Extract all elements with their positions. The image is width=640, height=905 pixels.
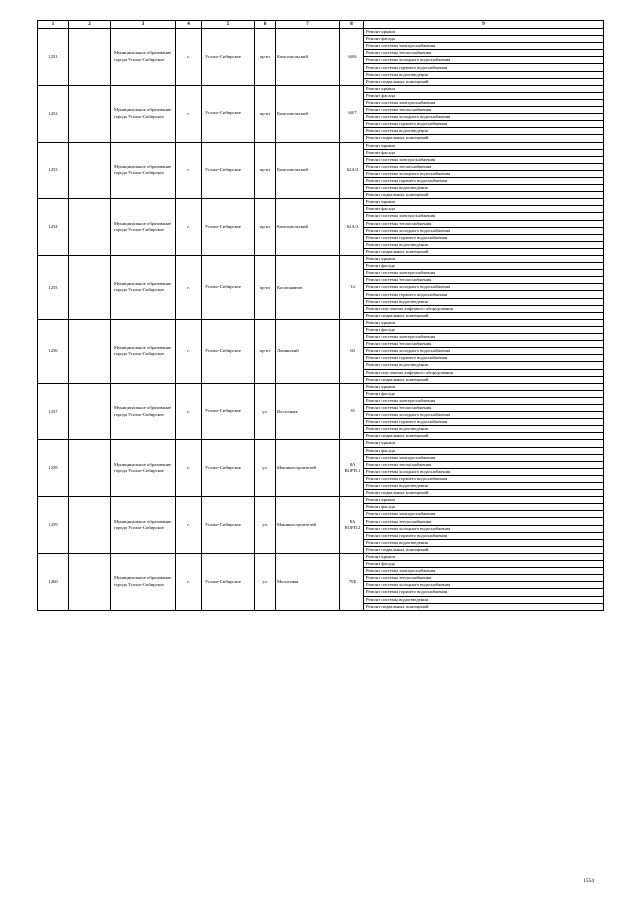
street-name-cell: Космонавтов xyxy=(276,256,340,320)
repair-work-item: Ремонт системы электроснабжения xyxy=(364,213,604,220)
table-row xyxy=(38,383,604,390)
repair-work-item: Ремонт фасада xyxy=(364,447,604,454)
repair-work-item: Ремонт или замена лифтового оборудования xyxy=(364,369,604,376)
repair-work-item: Ремонт подвальных помещений xyxy=(364,603,604,610)
municipality-cell: Муниципальное образование города Усолье-Сибирское xyxy=(111,29,176,86)
table-body xyxy=(38,29,604,611)
repair-work-item: Ремонт системы электроснабжения xyxy=(364,568,604,575)
city-cell: Усолье-Сибирское xyxy=(202,383,255,440)
table-row xyxy=(38,319,604,326)
repair-work-item: Ремонт системы электроснабжения xyxy=(364,397,604,404)
repair-work-item: Ремонт системы холодного водоснабжения xyxy=(364,468,604,475)
repair-work-item: Ремонт подвальных помещений xyxy=(364,376,604,383)
municipality-cell: Муниципальное образование города Усолье-Сибирское xyxy=(111,199,176,256)
street-type-cell: пр-кт xyxy=(255,29,276,86)
empty-cell xyxy=(69,199,111,256)
repair-work-item: Ремонт подвальных помещений xyxy=(364,312,604,319)
repair-work-item: Ремонт системы теплоснабжения xyxy=(364,163,604,170)
repair-work-item: Ремонт системы электроснабжения xyxy=(364,334,604,341)
settlement-type-cell: г. xyxy=(176,142,202,199)
street-type-cell: пр-кт xyxy=(255,85,276,142)
city-cell: Усолье-Сибирское xyxy=(202,256,255,320)
street-name-cell: Машиностроителей xyxy=(276,497,340,554)
settlement-type-cell: г. xyxy=(176,256,202,320)
city-cell: Усолье-Сибирское xyxy=(202,440,255,497)
row-number: 1257 xyxy=(38,383,69,440)
settlement-type-cell: г. xyxy=(176,383,202,440)
header-col-6: 6 xyxy=(255,21,276,29)
repair-work-item: Ремонт системы водоотведения xyxy=(364,128,604,135)
repair-work-item: Ремонт фасада xyxy=(364,390,604,397)
repair-work-item: Ремонт системы холодного водоснабжения xyxy=(364,525,604,532)
repair-work-item: Ремонт системы электроснабжения xyxy=(364,270,604,277)
empty-cell xyxy=(69,440,111,497)
repair-work-item: Ремонт фасада xyxy=(364,504,604,511)
repair-work-item: Ремонт системы теплоснабжения xyxy=(364,341,604,348)
repair-work-item: Ремонт системы водоотведения xyxy=(364,426,604,433)
house-number-cell: 35 xyxy=(340,383,364,440)
repair-work-item: Ремонт подвальных помещений xyxy=(364,78,604,85)
street-type-cell: пр-кт xyxy=(255,319,276,383)
repair-work-item: Ремонт системы теплоснабжения xyxy=(364,404,604,411)
empty-cell xyxy=(69,497,111,554)
repair-work-item: Ремонт системы горячего водоснабжения xyxy=(364,532,604,539)
city-cell: Усолье-Сибирское xyxy=(202,85,255,142)
street-name-cell: Молотовая xyxy=(276,553,340,610)
repair-work-item: Ремонт системы водоотведения xyxy=(364,362,604,369)
city-cell: Усолье-Сибирское xyxy=(202,29,255,86)
repair-work-item: Ремонт крыши xyxy=(364,85,604,92)
row-number: 1256 xyxy=(38,319,69,383)
repair-work-item: Ремонт системы холодного водоснабжения xyxy=(364,412,604,419)
repair-work-item: Ремонт подвальных помещений xyxy=(364,433,604,440)
settlement-type-cell: г. xyxy=(176,319,202,383)
repair-work-item: Ремонт фасада xyxy=(364,326,604,333)
repair-work-item: Ремонт системы водоотведения xyxy=(364,71,604,78)
row-number: 1253 xyxy=(38,142,69,199)
repair-work-item: Ремонт системы теплоснабжения xyxy=(364,107,604,114)
repair-work-item: Ремонт системы электроснабжения xyxy=(364,511,604,518)
street-type-cell: ул. xyxy=(255,497,276,554)
settlement-type-cell: г. xyxy=(176,85,202,142)
municipality-cell: Муниципальное образование города Усолье-Сибирское xyxy=(111,142,176,199)
header-col-1: 1 xyxy=(38,21,69,29)
repair-work-item: Ремонт системы горячего водоснабжения xyxy=(364,589,604,596)
street-type-cell: ул. xyxy=(255,553,276,610)
repair-work-item: Ремонт фасада xyxy=(364,263,604,270)
empty-cell xyxy=(69,142,111,199)
row-number: 1252 xyxy=(38,85,69,142)
house-number-cell: 60/7 xyxy=(340,85,364,142)
repair-work-item: Ремонт фасада xyxy=(364,206,604,213)
municipality-cell: Муниципальное образование города Усолье-Сибирское xyxy=(111,553,176,610)
repair-work-item: Ремонт подвальных помещений xyxy=(364,192,604,199)
repair-work-item: Ремонт системы теплоснабжения xyxy=(364,277,604,284)
header-col-4: 4 xyxy=(176,21,202,29)
repair-work-item: Ремонт системы холодного водоснабжения xyxy=(364,114,604,121)
empty-cell xyxy=(69,85,111,142)
repair-work-item: Ремонт крыши xyxy=(364,383,604,390)
street-type-cell: пр-кт xyxy=(255,199,276,256)
repair-work-item: Ремонт фасада xyxy=(364,92,604,99)
repair-work-item: Ремонт фасада xyxy=(364,149,604,156)
repair-work-item: Ремонт системы холодного водоснабжения xyxy=(364,170,604,177)
row-number: 1260 xyxy=(38,553,69,610)
repair-work-item: Ремонт крыши xyxy=(364,319,604,326)
repair-work-item: Ремонт подвальных помещений xyxy=(364,546,604,553)
repair-work-item: Ремонт крыши xyxy=(364,440,604,447)
repair-work-item: Ремонт системы электроснабжения xyxy=(364,43,604,50)
table-row xyxy=(38,142,604,149)
street-type-cell: ул. xyxy=(255,440,276,497)
house-number-cell: 60/6 xyxy=(340,29,364,86)
repair-work-item: Ремонт подвальных помещений xyxy=(364,490,604,497)
repair-work-item: Ремонт системы холодного водоснабжения xyxy=(364,348,604,355)
house-number-cell: 8А КОРП.1 xyxy=(340,440,364,497)
repair-work-item: Ремонт системы горячего водоснабжения xyxy=(364,64,604,71)
house-number-cell: 60 xyxy=(340,319,364,383)
repair-work-item: Ремонт системы теплоснабжения xyxy=(364,220,604,227)
repair-work-item: Ремонт системы теплоснабжения xyxy=(364,575,604,582)
street-name-cell: Восточная xyxy=(276,383,340,440)
repair-work-item: Ремонт системы водоотведения xyxy=(364,596,604,603)
table-row xyxy=(38,497,604,504)
repair-work-item: Ремонт фасада xyxy=(364,36,604,43)
repair-work-item: Ремонт крыши xyxy=(364,142,604,149)
header-col-3: 3 xyxy=(111,21,176,29)
settlement-type-cell: г. xyxy=(176,553,202,610)
repair-work-item: Ремонт системы холодного водоснабжения xyxy=(364,582,604,589)
table-row xyxy=(38,256,604,263)
repair-work-item: Ремонт крыши xyxy=(364,199,604,206)
repair-work-item: Ремонт системы теплоснабжения xyxy=(364,50,604,57)
page-number: 1554 xyxy=(583,878,594,884)
municipality-cell: Муниципальное образование города Усолье-Сибирское xyxy=(111,256,176,320)
municipality-cell: Муниципальное образование города Усолье-Сибирское xyxy=(111,85,176,142)
row-number: 1251 xyxy=(38,29,69,86)
house-number-cell: 14 xyxy=(340,256,364,320)
repair-work-item: Ремонт системы теплоснабжения xyxy=(364,518,604,525)
header-col-8: 8 xyxy=(340,21,364,29)
header-col-2: 2 xyxy=(69,21,111,29)
repair-work-item: Ремонт системы горячего водоснабжения xyxy=(364,234,604,241)
municipality-cell: Муниципальное образование города Усолье-Сибирское xyxy=(111,383,176,440)
repair-work-item: Ремонт системы электроснабжения xyxy=(364,454,604,461)
empty-cell xyxy=(69,319,111,383)
table-row xyxy=(38,440,604,447)
street-name-cell: Ленинский xyxy=(276,319,340,383)
empty-cell xyxy=(69,383,111,440)
header-row xyxy=(38,21,604,29)
repair-work-item: Ремонт системы холодного водоснабжения xyxy=(364,284,604,291)
repair-work-item: Ремонт системы теплоснабжения xyxy=(364,461,604,468)
repair-work-item: Ремонт фасада xyxy=(364,561,604,568)
repair-work-item: Ремонт системы холодного водоснабжения xyxy=(364,57,604,64)
house-number-cell: 62А/3 xyxy=(340,199,364,256)
repair-work-item: Ремонт системы горячего водоснабжения xyxy=(364,177,604,184)
house-number-cell: 70Б xyxy=(340,553,364,610)
settlement-type-cell: г. xyxy=(176,199,202,256)
repair-work-item: Ремонт крыши xyxy=(364,256,604,263)
repair-work-item: Ремонт подвальных помещений xyxy=(364,135,604,142)
municipality-cell: Муниципальное образование города Усолье-Сибирское xyxy=(111,497,176,554)
settlement-type-cell: г. xyxy=(176,440,202,497)
row-number: 1259 xyxy=(38,497,69,554)
repair-work-item: Ремонт крыши xyxy=(364,497,604,504)
header-col-7: 7 xyxy=(276,21,340,29)
repair-work-item: Ремонт системы водоотведения xyxy=(364,298,604,305)
empty-cell xyxy=(69,29,111,86)
repair-work-item: Ремонт системы водоотведения xyxy=(364,241,604,248)
table-header xyxy=(38,21,604,29)
street-name-cell: Комсомольский xyxy=(276,199,340,256)
city-cell: Усолье-Сибирское xyxy=(202,553,255,610)
municipality-cell: Муниципальное образование города Усолье-Сибирское xyxy=(111,440,176,497)
table-row xyxy=(38,199,604,206)
table-row xyxy=(38,553,604,560)
table-row xyxy=(38,85,604,92)
capital-repair-table xyxy=(37,20,604,611)
municipality-cell: Муниципальное образование города Усолье-Сибирское xyxy=(111,319,176,383)
repair-work-item: Ремонт системы горячего водоснабжения xyxy=(364,121,604,128)
repair-work-item: Ремонт системы электроснабжения xyxy=(364,156,604,163)
street-type-cell: пр-кт xyxy=(255,256,276,320)
street-name-cell: Комсомольский xyxy=(276,142,340,199)
repair-work-item: Ремонт крыши xyxy=(364,29,604,36)
repair-work-item: Ремонт системы водоотведения xyxy=(364,483,604,490)
street-type-cell: пр-кт xyxy=(255,142,276,199)
repair-work-item: Ремонт системы холодного водоснабжения xyxy=(364,227,604,234)
repair-work-item: Ремонт системы горячего водоснабжения xyxy=(364,475,604,482)
repair-work-item: Ремонт системы горячего водоснабжения xyxy=(364,291,604,298)
repair-work-item: Ремонт системы горячего водоснабжения xyxy=(364,419,604,426)
table-row xyxy=(38,29,604,36)
repair-work-item: Ремонт системы электроснабжения xyxy=(364,99,604,106)
header-col-9: 9 xyxy=(364,21,604,29)
house-number-cell: 62А/2 xyxy=(340,142,364,199)
city-cell: Усолье-Сибирское xyxy=(202,142,255,199)
row-number: 1254 xyxy=(38,199,69,256)
repair-work-item: Ремонт или замена лифтового оборудования xyxy=(364,305,604,312)
repair-work-item: Ремонт системы горячего водоснабжения xyxy=(364,355,604,362)
settlement-type-cell: г. xyxy=(176,497,202,554)
city-cell: Усолье-Сибирское xyxy=(202,199,255,256)
empty-cell xyxy=(69,256,111,320)
row-number: 1258 xyxy=(38,440,69,497)
repair-work-item: Ремонт системы водоотведения xyxy=(364,539,604,546)
repair-work-item: Ремонт системы водоотведения xyxy=(364,185,604,192)
header-col-5: 5 xyxy=(202,21,255,29)
city-cell: Усолье-Сибирское xyxy=(202,319,255,383)
row-number: 1255 xyxy=(38,256,69,320)
repair-work-item: Ремонт подвальных помещений xyxy=(364,248,604,255)
street-name-cell: Машиностроителей xyxy=(276,440,340,497)
street-type-cell: ул. xyxy=(255,383,276,440)
street-name-cell: Комсомольский xyxy=(276,85,340,142)
city-cell: Усолье-Сибирское xyxy=(202,497,255,554)
house-number-cell: 8А КОРП.2 xyxy=(340,497,364,554)
repair-work-item: Ремонт крыши xyxy=(364,553,604,560)
street-name-cell: Комсомольский xyxy=(276,29,340,86)
empty-cell xyxy=(69,553,111,610)
settlement-type-cell: г. xyxy=(176,29,202,86)
